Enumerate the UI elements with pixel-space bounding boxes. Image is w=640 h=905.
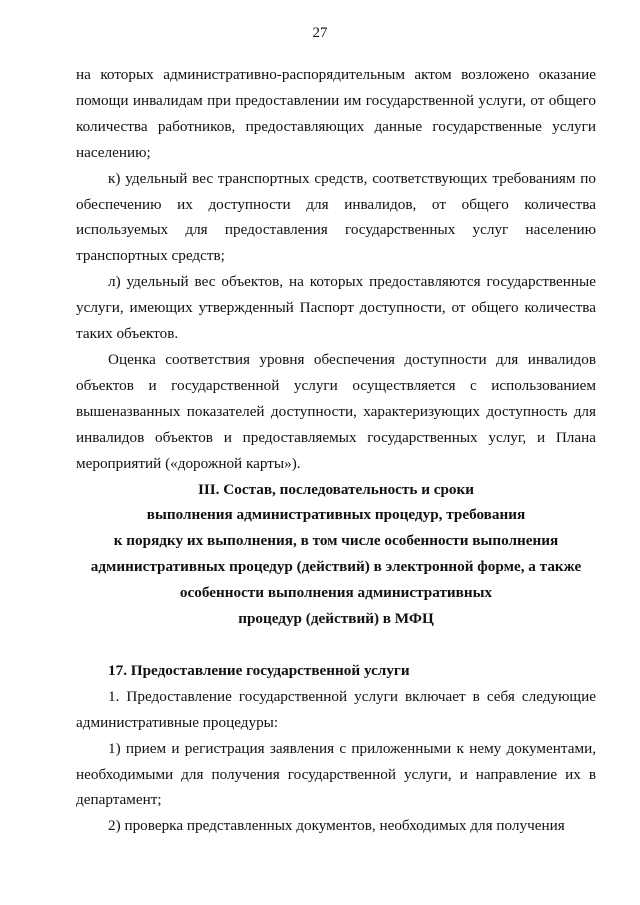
paragraph-procedure-1: 1) прием и регистрация заявления с приложенными к нему документами, необходимыми для получения государственной услуги, и направление их в департамент; (76, 739, 596, 809)
document-body (76, 62, 596, 839)
section-heading-line-1: III. Состав, последовательность и сроки (197, 480, 475, 498)
page-number: 27 (312, 25, 328, 41)
paragraph-procedures-intro: 1. Предоставление государственной услуги включает в себя следующие административные процедуры: (76, 687, 596, 731)
section-heading-line-3: к порядку их выполнения, в том числе особенности выполнения (113, 532, 559, 550)
paragraph-item-k: к) удельный вес транспортных средств, соответствующих требованиям по обеспечению их доступности для инвалидов, от общего количества используемых для предоставления государственных услуг населению транспортных средств; (76, 169, 596, 265)
section-heading-line-6: процедур (действий) в МФЦ (238, 610, 434, 628)
subsection-heading: 17. Предоставление государственной услуги (108, 661, 410, 679)
paragraph-0: на которых административно-распорядительным актом возложено оказание помощи инвалидам при предоставлении им государственной услуги, от общего количества работников, предоставляющих данные государственные услуги населению; (76, 66, 596, 161)
section-heading (76, 477, 596, 632)
section-heading-line-5: особенности выполнения административных (179, 584, 493, 602)
section-heading-line-2: выполнения административных процедур, требования (146, 506, 526, 524)
paragraph-procedure-2: 2) проверка представленных документов, необходимых для получения (108, 817, 565, 835)
section-heading-line-4: административных процедур (действий) в электронной форме, а также (90, 558, 582, 576)
paragraph-assessment: Оценка соответствия уровня обеспечения доступности для инвалидов объектов и государственной услуги осуществляется с использованием вышеназванных показателей доступности, характеризующих доступность для инвалидов объектов и предоставляемых государственных услуг, и Плана мероприятий («дорожной карты»). (76, 350, 596, 472)
paragraph-item-l: л) удельный вес объектов, на которых предоставляются государственные услуги, имеющих утвержденный Паспорт доступности, от общего количества таких объектов. (76, 273, 596, 343)
